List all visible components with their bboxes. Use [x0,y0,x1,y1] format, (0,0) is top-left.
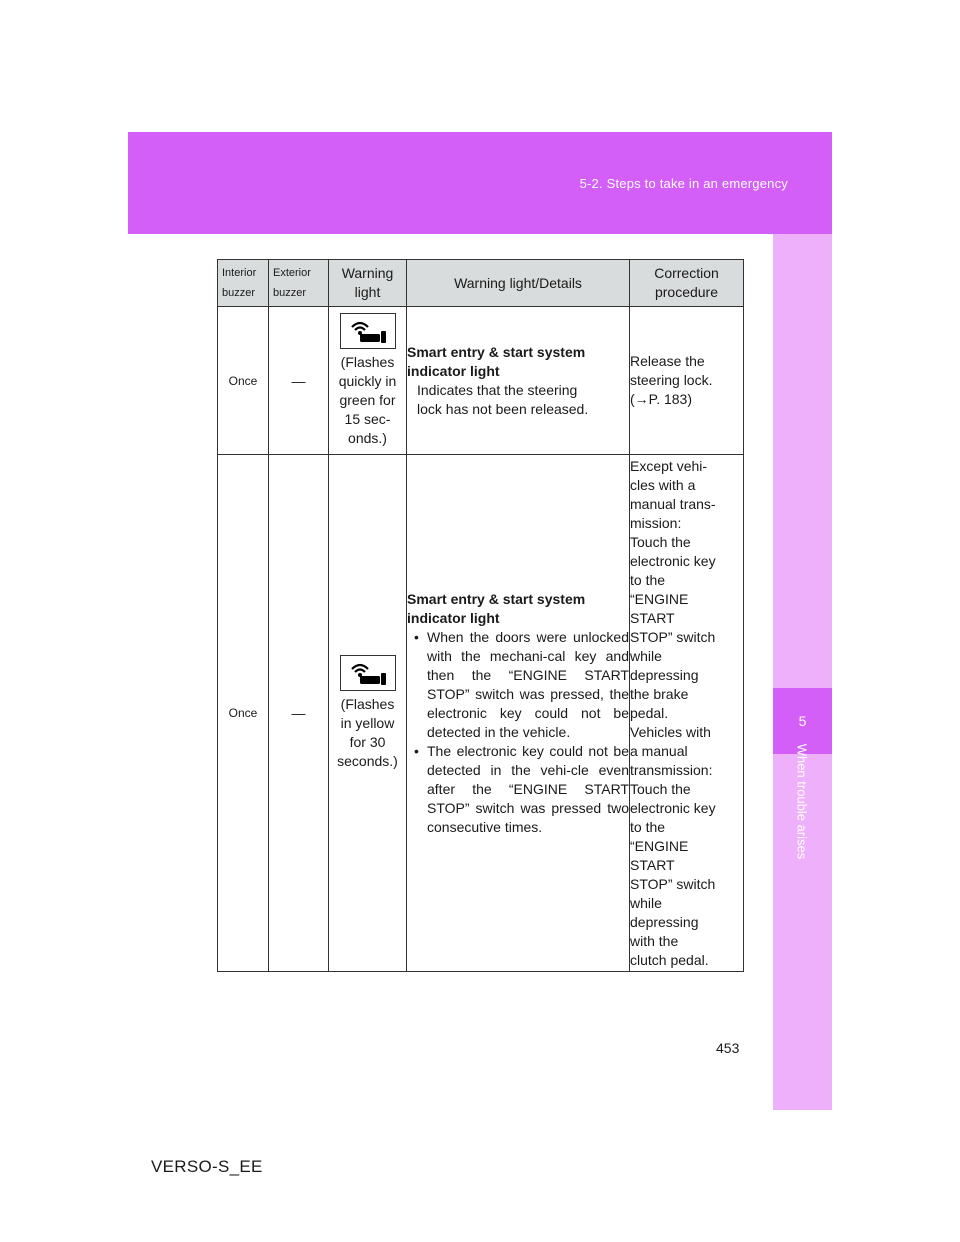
correction-cell: Except vehi- cles with a manual trans- mission: Touch the electronic key to the “ENGINE START STOP” switch while depressing the brake pedal. Vehicles with a manual transmission: Touch the electronic key to the “ENGINE START STOP” switch while depressing with the clutch pedal. [630,455,744,972]
header-band [128,132,832,234]
list-item: • When the doors were unlocked with the mechani-cal key and then the “ENGINE START STOP” switch was pressed, the electronic key could not be detected in the vehicle. [407,628,629,742]
header-correction: Correction procedure [630,260,744,307]
smart-key-indicator-icon [340,313,396,349]
interior-buzzer-cell: Once [218,455,269,972]
page-number: 453 [716,1040,740,1056]
header-warning-light: Warning light [329,260,407,307]
details-cell: Smart entry & start system indicator light Indicates that the steering lock has not been released. [407,307,630,455]
table-header-row [218,260,744,307]
warning-light-cell: (Flashes in yellow for 30 seconds.) [329,455,407,972]
list-item: • The electronic key could not be detected in the vehi-cle even after the “ENGINE START STOP” switch was pressed two consecutive times. [407,742,629,837]
chapter-title: When trouble arises [794,743,810,860]
details-bullet-list [407,628,629,837]
document-code: VERSO-S_EE [151,1157,263,1176]
table-row [218,455,744,972]
exterior-buzzer-cell: — [269,307,329,455]
chapter-side-tab [773,234,832,1110]
section-title: 5-2. Steps to take in an emergency [579,176,788,191]
table-row [218,307,744,455]
details-cell: Smart entry & start system indicator light • When the doors were unlocked with the mechani-cal key and then the “ENGINE START STOP” switch was pressed, the electronic key could not be detected in the vehicle. • The electronic key could not be detected in the vehi-cle even after the “ENGINE START STOP” switch was pressed two consecutive times. [407,455,630,972]
header-exterior-buzzer: Exterior buzzer [269,260,329,307]
chapter-number: 5 [773,688,832,754]
warning-table [217,259,744,972]
header-details: Warning light/Details [407,260,630,307]
interior-buzzer-cell: Once [218,307,269,455]
correction-cell: Release the steering lock. (→P. 183) [630,307,744,455]
header-interior-buzzer: Interior buzzer [218,260,269,307]
warning-light-cell: (Flashes quickly in green for 15 sec- onds.) [329,307,407,455]
exterior-buzzer-cell: — [269,455,329,972]
smart-key-indicator-icon [340,655,396,691]
